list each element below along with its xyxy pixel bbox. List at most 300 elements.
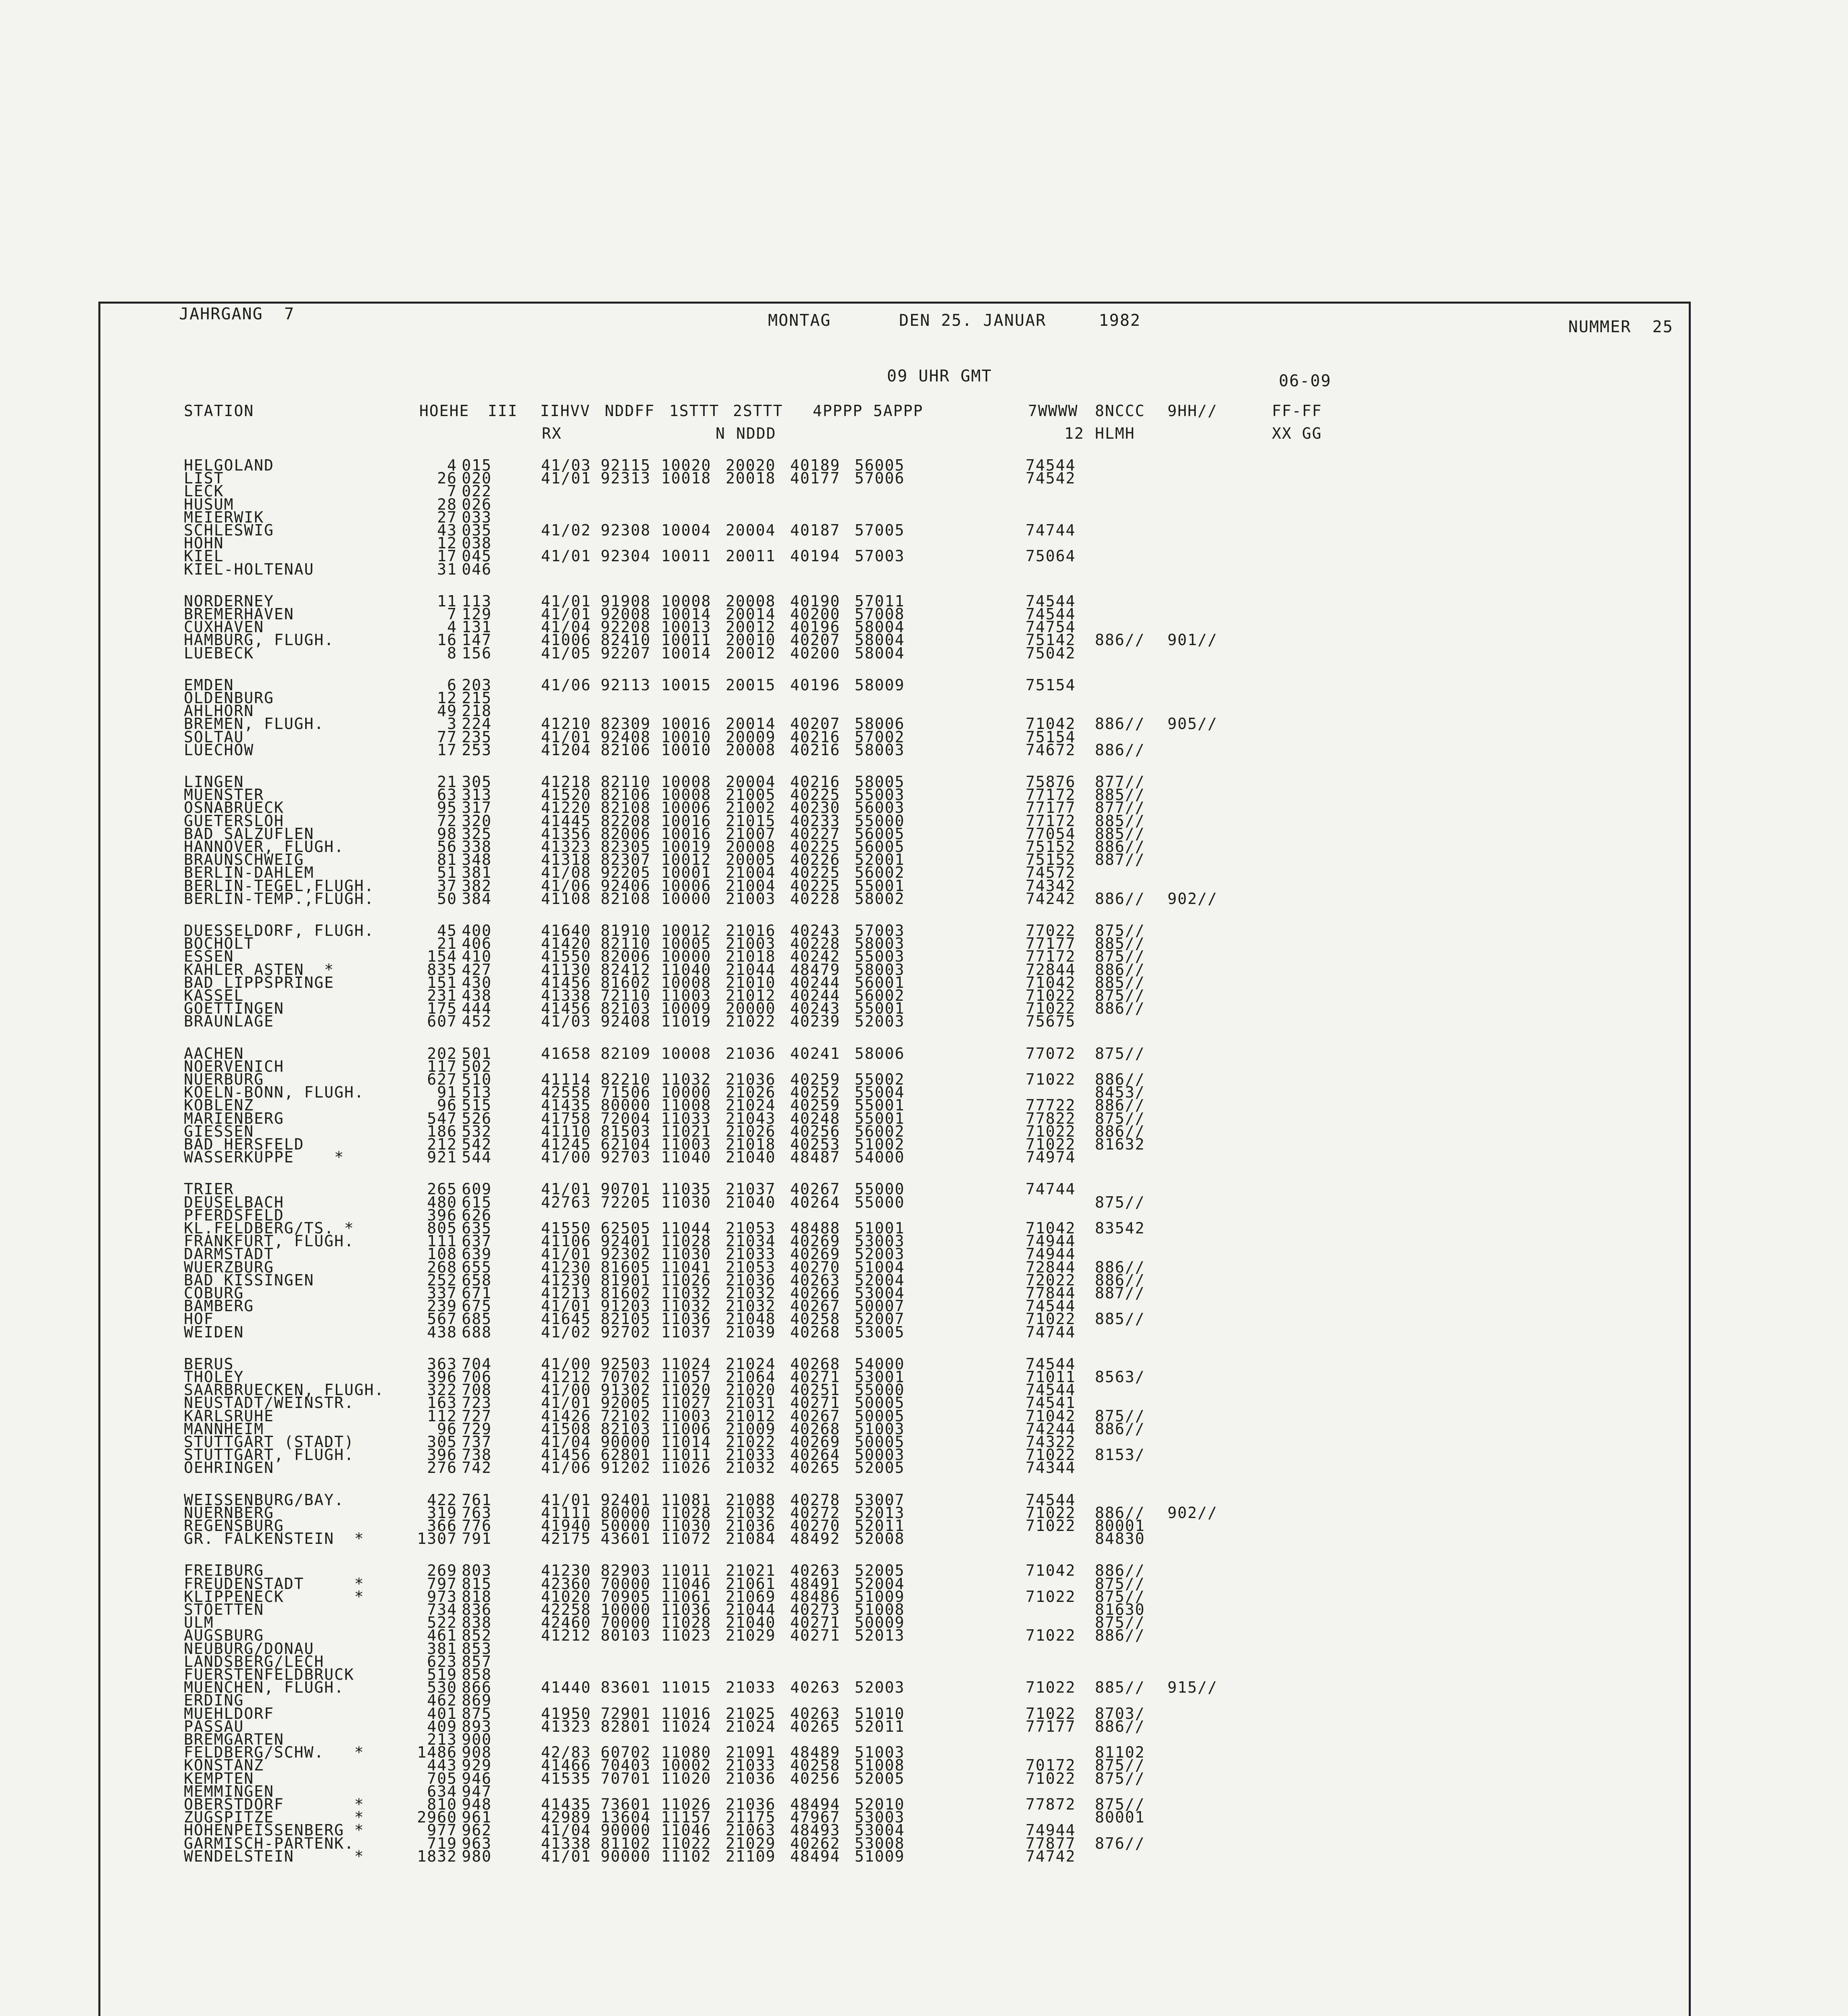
group-1sttt: 11036 bbox=[661, 1601, 712, 1618]
station-height: 276 bbox=[427, 1459, 457, 1477]
group-2sttt: 20004 bbox=[726, 521, 776, 539]
station-name: KARLSRUHE bbox=[184, 1407, 274, 1425]
group-2sttt: 21040 bbox=[726, 1614, 776, 1632]
station-height: 77 bbox=[437, 728, 457, 746]
group-2sttt: 21036 bbox=[726, 1070, 776, 1088]
group-nddff: 92208 bbox=[601, 618, 651, 636]
group-nddff: 91202 bbox=[601, 1459, 651, 1477]
group-4pppp: 40259 bbox=[790, 1070, 841, 1088]
station-name: GIESSEN bbox=[184, 1122, 254, 1140]
station-id: 045 bbox=[462, 547, 492, 565]
station-id: 791 bbox=[462, 1530, 492, 1548]
group-iihvv: 41130 bbox=[541, 960, 591, 979]
station-id: 526 bbox=[462, 1109, 492, 1127]
group-8nccc: 81630 bbox=[1095, 1601, 1145, 1618]
station-height: 396 bbox=[427, 1368, 457, 1386]
group-iihvv: 41/01 bbox=[541, 1394, 591, 1412]
group-4pppp: 40230 bbox=[790, 799, 841, 817]
station-id: 542 bbox=[462, 1135, 492, 1153]
group-7wwww: 74544 bbox=[1026, 456, 1076, 474]
station-height: 49 bbox=[437, 702, 457, 720]
group-8nccc: 875// bbox=[1095, 1044, 1145, 1062]
group-8nccc: 875// bbox=[1095, 1407, 1145, 1425]
station-height: 163 bbox=[427, 1394, 457, 1412]
group-5appp: 57003 bbox=[855, 547, 905, 565]
station-name: NUERNBERG bbox=[184, 1504, 274, 1522]
group-1sttt: 10008 bbox=[661, 773, 712, 791]
group-2sttt: 21084 bbox=[726, 1530, 776, 1548]
group-8nccc: 81102 bbox=[1095, 1743, 1145, 1762]
station-name: SAARBRUECKEN, FLUGH. bbox=[184, 1381, 385, 1399]
group-4pppp: 40228 bbox=[790, 889, 841, 908]
group-4pppp: 40265 bbox=[790, 1717, 841, 1735]
station-height: 623 bbox=[427, 1652, 457, 1670]
group-7wwww: 74544 bbox=[1026, 1491, 1076, 1509]
station-id: 737 bbox=[462, 1433, 492, 1451]
group-iihvv: 41/06 bbox=[541, 1459, 591, 1477]
group-nddff: 91302 bbox=[601, 1381, 651, 1399]
group-nddff: 90000 bbox=[601, 1847, 651, 1865]
group-9hh: 905// bbox=[1167, 715, 1218, 733]
station-id: 900 bbox=[462, 1731, 492, 1748]
group-4pppp: 40243 bbox=[790, 1000, 841, 1018]
group-7wwww: 74744 bbox=[1026, 521, 1076, 539]
group-1sttt: 10016 bbox=[661, 715, 712, 733]
date-label: DEN 25. JANUAR 1982 bbox=[899, 311, 1141, 330]
group-5appp: 52011 bbox=[855, 1517, 905, 1535]
station-name: BRAUNSCHWEIG bbox=[184, 851, 304, 869]
group-8nccc: 875// bbox=[1095, 987, 1145, 1004]
group-2sttt: 20014 bbox=[726, 715, 776, 733]
station-name: SCHLESWIG bbox=[184, 521, 274, 539]
station-id: 020 bbox=[462, 469, 492, 487]
station-name: KEMPTEN bbox=[184, 1769, 254, 1787]
station-height: 28 bbox=[437, 495, 457, 513]
group-2sttt: 21015 bbox=[726, 812, 776, 830]
group-4pppp: 40267 bbox=[790, 1297, 841, 1315]
station-name: BAD LIPPSPRINGE bbox=[184, 973, 335, 991]
group-1sttt: 10000 bbox=[661, 1083, 712, 1102]
group-8nccc: 875// bbox=[1095, 1574, 1145, 1593]
group-nddff: 90000 bbox=[601, 1821, 651, 1839]
group-9hh: 902// bbox=[1167, 1504, 1218, 1522]
group-2sttt: 20014 bbox=[726, 605, 776, 623]
station-id: 818 bbox=[462, 1587, 492, 1606]
group-nddff: 72901 bbox=[601, 1704, 651, 1722]
station-name: MARIENBERG bbox=[184, 1109, 284, 1127]
column-header: 5APPP bbox=[873, 402, 924, 420]
group-4pppp: 48491 bbox=[790, 1574, 841, 1593]
station-height: 175 bbox=[427, 1000, 457, 1018]
group-7wwww: 74544 bbox=[1026, 1355, 1076, 1373]
group-4pppp: 40272 bbox=[790, 1504, 841, 1522]
group-1sttt: 11032 bbox=[661, 1284, 712, 1302]
station-name: ZUGSPITZE * bbox=[184, 1808, 364, 1826]
group-2sttt: 21031 bbox=[726, 1394, 776, 1412]
group-2sttt: 21003 bbox=[726, 935, 776, 953]
group-iihvv: 41318 bbox=[541, 851, 591, 869]
station-height: 21 bbox=[437, 773, 457, 791]
group-iihvv: 41/04 bbox=[541, 1821, 591, 1839]
group-5appp: 58002 bbox=[855, 889, 905, 908]
group-5appp: 58004 bbox=[855, 618, 905, 636]
station-id: 838 bbox=[462, 1614, 492, 1632]
station-name: BERUS bbox=[184, 1355, 234, 1373]
station-id: 738 bbox=[462, 1446, 492, 1464]
group-5appp: 52013 bbox=[855, 1504, 905, 1522]
group-9hh: 901// bbox=[1167, 631, 1218, 649]
group-8nccc: 8153/ bbox=[1095, 1446, 1145, 1464]
group-4pppp: 40256 bbox=[790, 1122, 841, 1140]
station-height: 7 bbox=[447, 605, 457, 623]
group-7wwww: 75142 bbox=[1026, 631, 1076, 649]
group-2sttt: 21025 bbox=[726, 1704, 776, 1722]
group-2sttt: 21061 bbox=[726, 1574, 776, 1593]
station-name: NEUSTADT/WEINSTR. bbox=[184, 1394, 354, 1412]
station-id: 655 bbox=[462, 1258, 492, 1276]
group-nddff: 13604 bbox=[601, 1808, 651, 1826]
group-1sttt: 11046 bbox=[661, 1821, 712, 1839]
group-iihvv: 41/01 bbox=[541, 469, 591, 487]
station-height: 21 bbox=[437, 935, 457, 953]
group-8nccc: 875// bbox=[1095, 922, 1145, 939]
group-5appp: 53007 bbox=[855, 1491, 905, 1509]
station-name: WEISSENBURG/BAY. bbox=[184, 1491, 345, 1509]
station-height: 72 bbox=[437, 812, 457, 830]
station-height: 7 bbox=[447, 482, 457, 500]
column-header: HOEHE bbox=[419, 402, 470, 420]
station-id: 131 bbox=[462, 618, 492, 636]
group-iihvv: 42/83 bbox=[541, 1743, 591, 1762]
station-name: HOHENPEISSENBERG * bbox=[184, 1821, 364, 1839]
group-7wwww: 71022 bbox=[1026, 1517, 1076, 1535]
group-1sttt: 11003 bbox=[661, 1407, 712, 1425]
group-2sttt: 21032 bbox=[726, 1297, 776, 1315]
group-2sttt: 20008 bbox=[726, 838, 776, 856]
group-5appp: 52007 bbox=[855, 1310, 905, 1328]
station-name: KLIPPENECK * bbox=[184, 1587, 364, 1606]
station-height: 322 bbox=[427, 1381, 457, 1399]
station-height: 186 bbox=[427, 1122, 457, 1140]
group-4pppp: 40196 bbox=[790, 618, 841, 636]
group-1sttt: 10011 bbox=[661, 547, 712, 565]
group-7wwww: 77172 bbox=[1026, 948, 1076, 966]
station-id: 305 bbox=[462, 773, 492, 791]
station-height: 480 bbox=[427, 1193, 457, 1211]
station-id: 963 bbox=[462, 1834, 492, 1852]
group-5appp: 51003 bbox=[855, 1743, 905, 1762]
station-name: BAD SALZUFLEN bbox=[184, 825, 314, 843]
group-nddff: 62801 bbox=[601, 1446, 651, 1464]
station-id: 320 bbox=[462, 812, 492, 830]
station-id: 869 bbox=[462, 1691, 492, 1710]
group-2sttt: 21033 bbox=[726, 1446, 776, 1464]
station-name: FREUDENSTADT * bbox=[184, 1574, 364, 1593]
station-id: 637 bbox=[462, 1232, 492, 1250]
station-height: 734 bbox=[427, 1601, 457, 1618]
group-nddff: 82412 bbox=[601, 960, 651, 979]
group-2sttt: 21034 bbox=[726, 1232, 776, 1250]
station-name: AHLHORN bbox=[184, 702, 254, 720]
group-iihvv: 42360 bbox=[541, 1574, 591, 1593]
group-1sttt: 11003 bbox=[661, 987, 712, 1004]
group-1sttt: 10010 bbox=[661, 728, 712, 746]
station-id: 626 bbox=[462, 1206, 492, 1224]
group-5appp: 52003 bbox=[855, 1012, 905, 1031]
group-5appp: 55000 bbox=[855, 812, 905, 830]
station-height: 26 bbox=[437, 469, 457, 487]
group-4pppp: 48493 bbox=[790, 1821, 841, 1839]
station-id: 609 bbox=[462, 1180, 492, 1198]
station-id: 532 bbox=[462, 1122, 492, 1140]
group-4pppp: 48487 bbox=[790, 1148, 841, 1166]
group-5appp: 55000 bbox=[855, 1180, 905, 1198]
group-1sttt: 11015 bbox=[661, 1679, 712, 1697]
group-2sttt: 21040 bbox=[726, 1193, 776, 1211]
group-4pppp: 48479 bbox=[790, 960, 841, 979]
group-8nccc: 885// bbox=[1095, 825, 1145, 843]
group-1sttt: 10008 bbox=[661, 1044, 712, 1062]
group-5appp: 58003 bbox=[855, 935, 905, 953]
station-id: 658 bbox=[462, 1271, 492, 1289]
group-7wwww: 75064 bbox=[1026, 547, 1076, 565]
group-7wwww: 71022 bbox=[1026, 1122, 1076, 1140]
station-id: 501 bbox=[462, 1044, 492, 1062]
group-7wwww: 74244 bbox=[1026, 1420, 1076, 1438]
group-8nccc: 886// bbox=[1095, 1122, 1145, 1140]
group-8nccc: 8563/ bbox=[1095, 1368, 1145, 1386]
station-id: 129 bbox=[462, 605, 492, 623]
station-name: EMDEN bbox=[184, 676, 234, 694]
group-nddff: 92207 bbox=[601, 644, 651, 662]
station-name: LECK bbox=[184, 482, 224, 500]
group-2sttt: 21024 bbox=[726, 1355, 776, 1373]
group-5appp: 57002 bbox=[855, 728, 905, 746]
station-name: BERLIN-TEGEL,FLUGH. bbox=[184, 877, 375, 895]
group-1sttt: 11157 bbox=[661, 1808, 712, 1826]
group-1sttt: 10002 bbox=[661, 1756, 712, 1774]
group-1sttt: 11028 bbox=[661, 1232, 712, 1250]
group-4pppp: 48489 bbox=[790, 1743, 841, 1762]
station-height: 91 bbox=[437, 1083, 457, 1102]
group-iihvv: 41/01 bbox=[541, 1491, 591, 1509]
group-2sttt: 20008 bbox=[726, 592, 776, 610]
station-name: STUTTGART, FLUGH. bbox=[184, 1446, 354, 1464]
group-1sttt: 11020 bbox=[661, 1381, 712, 1399]
group-1sttt: 11026 bbox=[661, 1795, 712, 1813]
station-name: ULM bbox=[184, 1614, 214, 1632]
station-height: 977 bbox=[427, 1821, 457, 1839]
station-id: 046 bbox=[462, 560, 492, 578]
group-4pppp: 40225 bbox=[790, 864, 841, 882]
group-5appp: 52005 bbox=[855, 1459, 905, 1477]
group-8nccc: 886// bbox=[1095, 1070, 1145, 1088]
group-iihvv: 41/05 bbox=[541, 644, 591, 662]
group-7wwww: 74744 bbox=[1026, 1180, 1076, 1198]
group-nddff: 80000 bbox=[601, 1096, 651, 1114]
group-5appp: 56001 bbox=[855, 973, 905, 991]
group-1sttt: 10006 bbox=[661, 877, 712, 895]
group-4pppp: 40265 bbox=[790, 1459, 841, 1477]
group-5appp: 55003 bbox=[855, 948, 905, 966]
column-header: 9HH// bbox=[1167, 402, 1218, 420]
station-id: 382 bbox=[462, 877, 492, 895]
group-7wwww: 71042 bbox=[1026, 973, 1076, 991]
group-nddff: 70701 bbox=[601, 1769, 651, 1787]
group-iihvv: 41950 bbox=[541, 1704, 591, 1722]
group-7wwww: 77022 bbox=[1026, 922, 1076, 939]
group-iihvv: 41456 bbox=[541, 1000, 591, 1018]
station-id: 313 bbox=[462, 786, 492, 804]
group-2sttt: 21003 bbox=[726, 889, 776, 908]
station-height: 519 bbox=[427, 1666, 457, 1683]
issue-number: NUMMER 25 bbox=[1568, 318, 1673, 336]
column-header: 7WWWW bbox=[1028, 402, 1078, 420]
group-1sttt: 11011 bbox=[661, 1562, 712, 1580]
group-5appp: 58006 bbox=[855, 1044, 905, 1062]
station-name: HANNOVER, FLUGH. bbox=[184, 838, 345, 856]
station-id: 515 bbox=[462, 1096, 492, 1114]
column-header-sub: 12 bbox=[1064, 425, 1084, 442]
group-iihvv: 41/04 bbox=[541, 618, 591, 636]
group-1sttt: 11035 bbox=[661, 1180, 712, 1198]
group-4pppp: 40216 bbox=[790, 773, 841, 791]
station-height: 45 bbox=[437, 922, 457, 939]
group-iihvv: 41426 bbox=[541, 1407, 591, 1425]
group-7wwww: 71022 bbox=[1026, 1769, 1076, 1787]
group-nddff: 82110 bbox=[601, 773, 651, 791]
group-5appp: 55001 bbox=[855, 1096, 905, 1114]
group-4pppp: 40177 bbox=[790, 469, 841, 487]
station-name: REGENSBURG bbox=[184, 1517, 284, 1535]
group-iihvv: 42763 bbox=[541, 1193, 591, 1211]
station-height: 810 bbox=[427, 1795, 457, 1813]
group-7wwww: 74322 bbox=[1026, 1433, 1076, 1451]
station-height: 17 bbox=[437, 547, 457, 565]
station-name: KL.FELDBERG/TS. * bbox=[184, 1219, 354, 1237]
group-5appp: 57006 bbox=[855, 469, 905, 487]
station-name: HOF bbox=[184, 1310, 214, 1328]
station-name: BRAUNLAGE bbox=[184, 1012, 274, 1031]
group-nddff: 92113 bbox=[601, 676, 651, 694]
group-2sttt: 21053 bbox=[726, 1219, 776, 1237]
station-height: 231 bbox=[427, 987, 457, 1004]
station-name: OSNABRUECK bbox=[184, 799, 284, 817]
group-2sttt: 20018 bbox=[726, 469, 776, 487]
station-name: ESSEN bbox=[184, 948, 234, 966]
group-5appp: 53004 bbox=[855, 1284, 905, 1302]
group-nddff: 92313 bbox=[601, 469, 651, 487]
station-id: 675 bbox=[462, 1297, 492, 1315]
station-name: KASSEL bbox=[184, 987, 244, 1004]
station-name: BAD KISSINGEN bbox=[184, 1271, 314, 1289]
station-height: 50 bbox=[437, 889, 457, 908]
station-id: 615 bbox=[462, 1193, 492, 1211]
station-height: 422 bbox=[427, 1491, 457, 1509]
column-header: III bbox=[488, 402, 518, 420]
station-height: 1307 bbox=[417, 1530, 457, 1548]
group-nddff: 72102 bbox=[601, 1407, 651, 1425]
group-2sttt: 21024 bbox=[726, 1717, 776, 1735]
station-id: 852 bbox=[462, 1627, 492, 1645]
station-id: 427 bbox=[462, 960, 492, 979]
station-height: 154 bbox=[427, 948, 457, 966]
group-1sttt: 10008 bbox=[661, 973, 712, 991]
group-iihvv: 41213 bbox=[541, 1284, 591, 1302]
group-4pppp: 40225 bbox=[790, 838, 841, 856]
group-iihvv: 42989 bbox=[541, 1808, 591, 1826]
group-1sttt: 10011 bbox=[661, 631, 712, 649]
group-iihvv: 41445 bbox=[541, 812, 591, 830]
group-nddff: 82210 bbox=[601, 1070, 651, 1088]
group-5appp: 55002 bbox=[855, 1070, 905, 1088]
group-iihvv: 41245 bbox=[541, 1135, 591, 1153]
group-1sttt: 10016 bbox=[661, 825, 712, 843]
station-id: 742 bbox=[462, 1459, 492, 1477]
group-4pppp: 40278 bbox=[790, 1491, 841, 1509]
group-8nccc: 875// bbox=[1095, 1193, 1145, 1211]
group-iihvv: 41/06 bbox=[541, 877, 591, 895]
group-7wwww: 74344 bbox=[1026, 1459, 1076, 1477]
group-7wwww: 74754 bbox=[1026, 618, 1076, 636]
group-1sttt: 11072 bbox=[661, 1530, 712, 1548]
station-height: 95 bbox=[437, 799, 457, 817]
group-2sttt: 21109 bbox=[726, 1847, 776, 1865]
group-1sttt: 10006 bbox=[661, 799, 712, 817]
station-id: 723 bbox=[462, 1394, 492, 1412]
group-4pppp: 40264 bbox=[790, 1446, 841, 1464]
group-2sttt: 20012 bbox=[726, 644, 776, 662]
station-name: NOERVENICH bbox=[184, 1057, 284, 1075]
group-iihvv: 41110 bbox=[541, 1122, 591, 1140]
group-7wwww: 77822 bbox=[1026, 1109, 1076, 1127]
group-8nccc: 886// bbox=[1095, 1420, 1145, 1438]
group-5appp: 54000 bbox=[855, 1148, 905, 1166]
group-7wwww: 75152 bbox=[1026, 838, 1076, 856]
station-height: 31 bbox=[437, 560, 457, 578]
group-7wwww: 74944 bbox=[1026, 1245, 1076, 1263]
group-8nccc: 886// bbox=[1095, 715, 1145, 733]
group-nddff: 92401 bbox=[601, 1491, 651, 1509]
station-id: 348 bbox=[462, 851, 492, 869]
station-name: BOCHOLT bbox=[184, 935, 254, 953]
station-height: 363 bbox=[427, 1355, 457, 1373]
group-1sttt: 11102 bbox=[661, 1847, 712, 1865]
group-2sttt: 21012 bbox=[726, 1407, 776, 1425]
station-name: TRIER bbox=[184, 1180, 234, 1198]
station-height: 111 bbox=[427, 1232, 457, 1250]
group-5appp: 52008 bbox=[855, 1530, 905, 1548]
station-id: 438 bbox=[462, 987, 492, 1004]
group-iihvv: 41212 bbox=[541, 1368, 591, 1386]
group-iihvv: 41435 bbox=[541, 1795, 591, 1813]
group-1sttt: 10014 bbox=[661, 644, 712, 662]
group-4pppp: 40264 bbox=[790, 1193, 841, 1211]
group-8nccc: 876// bbox=[1095, 1834, 1145, 1852]
station-height: 4 bbox=[447, 618, 457, 636]
station-height: 43 bbox=[437, 521, 457, 539]
group-1sttt: 11026 bbox=[661, 1271, 712, 1289]
group-2sttt: 21029 bbox=[726, 1834, 776, 1852]
group-1sttt: 11011 bbox=[661, 1446, 712, 1464]
station-name: BERLIN-TEMP.,FLUGH. bbox=[184, 889, 375, 908]
group-7wwww: 77177 bbox=[1026, 799, 1076, 817]
group-2sttt: 21064 bbox=[726, 1368, 776, 1386]
station-id: 727 bbox=[462, 1407, 492, 1425]
group-nddff: 81605 bbox=[601, 1258, 651, 1276]
group-7wwww: 71022 bbox=[1026, 1310, 1076, 1328]
group-nddff: 81602 bbox=[601, 1284, 651, 1302]
